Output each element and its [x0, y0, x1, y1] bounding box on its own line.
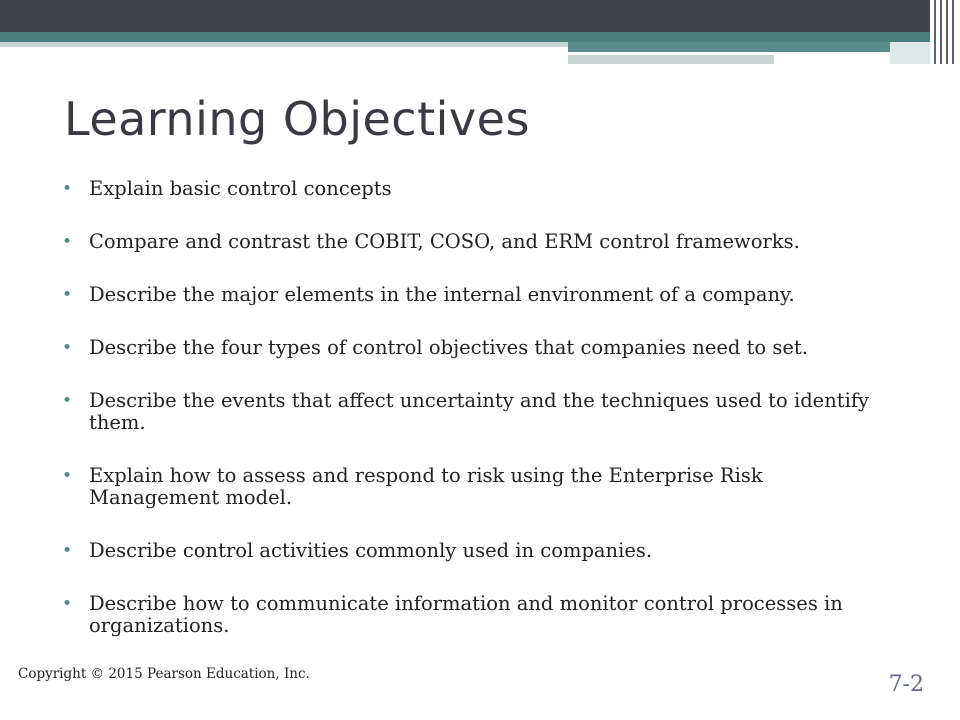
- objective-text: Describe control activities commonly used in companies.: [89, 539, 653, 562]
- header-band-teal: [0, 32, 930, 42]
- page-number: 7-2: [888, 672, 924, 697]
- objective-item: [62, 390, 882, 434]
- slide-title: Learning Objectives: [64, 92, 530, 146]
- bullet-icon: •: [62, 285, 73, 305]
- bullet-icon: •: [62, 391, 73, 411]
- objective-text: Explain how to assess and respond to risk using the Enterprise Risk Management model.: [89, 464, 763, 509]
- bullet-icon: •: [62, 466, 73, 486]
- header-step-light: [568, 55, 774, 64]
- objective-text: Compare and contrast the COBIT, COSO, and ERM control frameworks.: [89, 230, 800, 253]
- header-band-light: [0, 42, 568, 47]
- objective-text: Explain basic control concepts: [89, 177, 392, 200]
- objective-item: [62, 178, 882, 200]
- header-vertical-line: [952, 0, 954, 64]
- bullet-icon: •: [62, 179, 73, 199]
- objective-text: Describe the four types of control objectives that companies need to set.: [89, 336, 808, 359]
- objective-item: [62, 593, 882, 637]
- objective-item: [62, 231, 882, 253]
- header-band-dark: [0, 0, 930, 32]
- objectives-list: [62, 178, 882, 668]
- bullet-icon: •: [62, 594, 73, 614]
- objective-item: [62, 465, 882, 509]
- objective-item: [62, 337, 882, 359]
- objective-text: Describe the major elements in the internal environment of a company.: [89, 283, 795, 306]
- header-vertical-line: [946, 0, 948, 64]
- header-vertical-line: [934, 0, 936, 64]
- bullet-icon: •: [62, 232, 73, 252]
- header-vertical-line: [940, 0, 942, 64]
- objective-item: [62, 540, 882, 562]
- copyright-notice: Copyright © 2015 Pearson Education, Inc.: [18, 666, 310, 682]
- objective-text: Describe how to communicate information and monitor control processes in organizations.: [89, 592, 843, 637]
- objective-text: Describe the events that affect uncertainty and the techniques used to identify them.: [89, 389, 870, 434]
- bullet-icon: •: [62, 541, 73, 561]
- header-step-pale: [890, 42, 930, 64]
- objective-item: [62, 284, 882, 306]
- header-step-white: [774, 55, 890, 64]
- bullet-icon: •: [62, 338, 73, 358]
- header-step-teal: [568, 42, 890, 52]
